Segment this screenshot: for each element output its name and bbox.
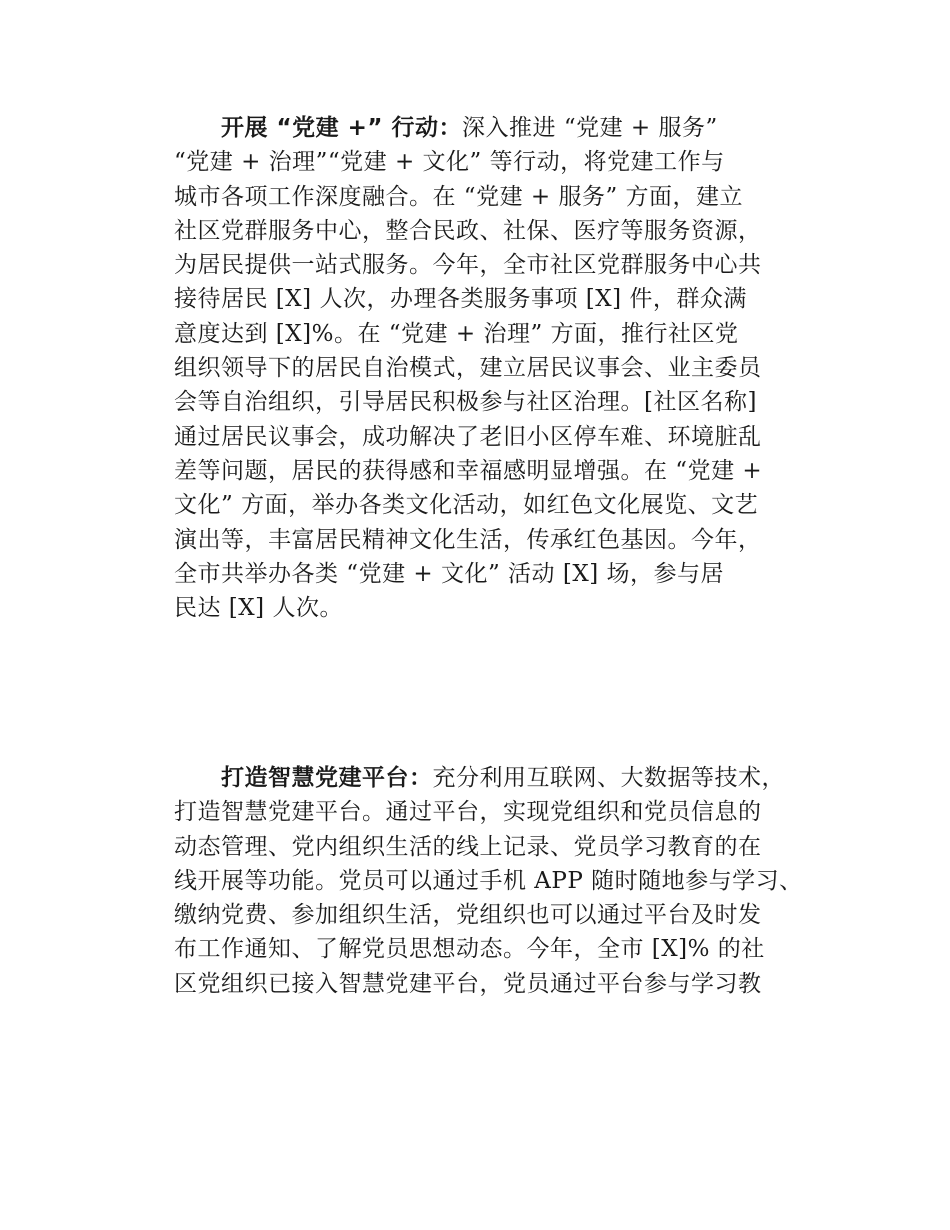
- paragraph-line: 接待居民 [X] 人次，办理各类服务事项 [X] 件，群众满: [174, 286, 747, 313]
- paragraph-line: 会等自治组织，引导居民积极参与社区治理。[社区名称]: [174, 389, 757, 416]
- paragraph-line: 演出等，丰富居民精神文化生活，传承红色基因。今年，: [174, 526, 762, 553]
- paragraph-line: 动态管理、党内组织生活的线上记录、党员学习教育的在: [174, 833, 762, 860]
- paragraph-first-line: [174, 111, 814, 145]
- paragraph-heading: 打造智慧党建平台：: [221, 765, 433, 791]
- paragraph-line: 为居民提供一站式服务。今年，全市社区党群服务中心共: [174, 252, 762, 279]
- paragraph-line: “党建 + 治理”“党建 + 文化” 等行动，将党建工作与: [174, 149, 725, 176]
- paragraph-first-line: [174, 761, 814, 795]
- paragraph-line: 充分利用互联网、大数据等技术，: [432, 765, 785, 791]
- paragraph-line: 打造智慧党建平台。通过平台，实现党组织和党员信息的: [174, 799, 762, 826]
- paragraph-line: 差等问题，居民的获得感和幸福感明显增强。在 “党建 +: [174, 457, 763, 484]
- paragraph-party-building-plus: [174, 111, 814, 625]
- paragraph-line: 通过居民议事会，成功解决了老旧小区停车难、环境脏乱: [174, 423, 762, 450]
- paragraph-heading: 开展 “党建 +” 行动：: [221, 115, 463, 141]
- paragraph-line: 社区党群服务中心，整合民政、社保、医疗等服务资源，: [174, 217, 762, 244]
- paragraph-line: 组织领导下的居民自治模式，建立居民议事会、业主委员: [174, 355, 762, 382]
- paragraph-line: 线开展等功能。党员可以通过手机 APP 随时随地参与学习、: [174, 867, 803, 894]
- paragraph-line: 城市各项工作深度融合。在 “党建 + 服务” 方面，建立: [174, 183, 744, 210]
- paragraph-smart-party-platform: [174, 761, 814, 1001]
- paragraph-line: 意度达到 [X]%。在 “党建 + 治理” 方面，推行社区党: [174, 320, 739, 347]
- paragraph-line: 文化” 方面，举办各类文化活动，如红色文化展览、文艺: [174, 492, 759, 519]
- paragraph-line: 缴纳党费、参加组织生活，党组织也可以通过平台及时发: [174, 902, 762, 929]
- paragraph-line: 布工作通知、了解党员思想动态。今年，全市 [X]% 的社: [174, 936, 765, 963]
- paragraph-line: 全市共举办各类 “党建 + 文化” 活动 [X] 场，参与居: [174, 560, 724, 587]
- paragraph-line: 深入推进 “党建 + 服务”: [462, 115, 718, 141]
- paragraph-line: 区党组织已接入智慧党建平台，党员通过平台参与学习教: [174, 970, 762, 997]
- paragraph-line: 民达 [X] 人次。: [174, 595, 343, 622]
